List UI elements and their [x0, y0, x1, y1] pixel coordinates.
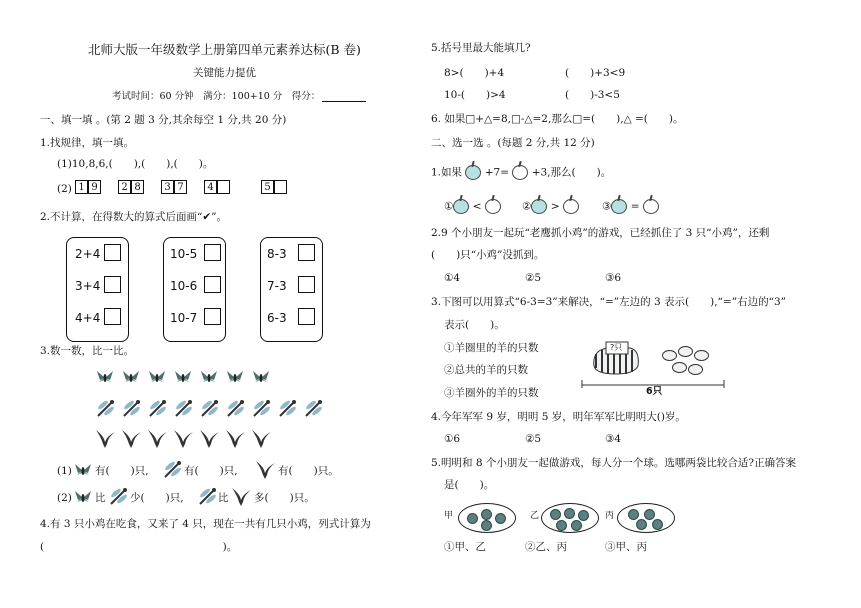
expression: 10-7: [170, 311, 198, 325]
fewer-blank[interactable]: 少( )只,: [130, 492, 184, 504]
question-4: 4.有 3 只小鸡在吃食，又来了 4 只，现在一共有几只小鸡，列式计算为: [40, 518, 371, 530]
choice-option[interactable]: ②总共的羊的只数: [444, 364, 528, 376]
pattern-cell: 1: [75, 180, 88, 194]
question-1-part-1[interactable]: (1)10,8,6,( ),( ),( )。: [57, 158, 214, 170]
pattern-cell: 7: [174, 180, 187, 194]
ball-bag-yi: [541, 503, 599, 533]
dragonfly-icon: [197, 486, 217, 508]
moth-row-icon: [95, 368, 275, 388]
dragonfly-icon: [162, 459, 182, 481]
pattern-cell: 2: [118, 180, 131, 194]
choice-option[interactable]: ③甲、丙: [605, 541, 647, 553]
moth-icon: [73, 461, 93, 481]
question-1: 1.找规律，填一填。: [40, 137, 135, 149]
section-one-heading: 一、填一填 。(第 2 题 3 分,其余每空 1 分,共 20 分): [40, 114, 287, 126]
choice-option[interactable]: ①4: [444, 272, 461, 284]
choice-option[interactable]: ②乙、丙: [525, 541, 567, 553]
sheep-icon: [672, 362, 687, 373]
expression: 7-3: [267, 279, 287, 293]
choice-option-2[interactable]: ② >: [522, 199, 579, 214]
pattern-cell: 8: [131, 180, 144, 194]
section-two-heading: 二、选一选 。(每题 2 分,共 12 分): [431, 137, 595, 149]
question-5: 5.括号里最大能填几?: [431, 42, 531, 54]
page-subtitle: 关键能力提优: [193, 67, 256, 79]
ball-icon: [571, 520, 582, 531]
sheep-icon: [662, 350, 677, 361]
ball-icon: [495, 513, 506, 524]
ball-icon: [481, 520, 492, 531]
expression: 10-5: [170, 247, 198, 261]
check-box[interactable]: [204, 244, 221, 261]
choice-question-1: 1.如果 +7= +3,那么( )。: [431, 166, 612, 179]
compare-word: 比: [218, 492, 229, 504]
ball-icon: [644, 509, 655, 520]
bag-label: 乙: [530, 511, 540, 521]
swallow-icon: [231, 486, 253, 508]
sheep-icon: [678, 346, 693, 357]
choice-question-5-blank[interactable]: 是( )。: [444, 479, 495, 491]
choice-option[interactable]: ①羊圈里的羊的只数: [444, 342, 539, 354]
pattern-cell-blank[interactable]: [217, 180, 230, 194]
more-blank[interactable]: 多( )只。: [254, 492, 315, 504]
ball-icon: [652, 519, 663, 530]
apple-icon: [485, 199, 501, 214]
choice-option[interactable]: ②5: [525, 433, 542, 445]
exam-meta: 考试时间：60 分钟 满分：100+10 分 得分：: [112, 91, 366, 102]
pattern-cell: 4: [204, 180, 217, 194]
fill-blank[interactable]: 10-( )>4: [444, 89, 506, 101]
marked-apple-icon: [453, 199, 469, 214]
marked-apple-icon: [531, 199, 547, 214]
check-box[interactable]: [298, 276, 315, 293]
ball-icon: [636, 519, 647, 530]
swallow-count-blank[interactable]: 有( )只。: [278, 465, 339, 477]
choice-question-2: 2.9 个小朋友一起玩“老鹰抓小鸡”的游戏，已经抓住了 3 只“小鸡”，还剩: [431, 227, 770, 239]
choice-option[interactable]: ①甲、乙: [444, 541, 486, 553]
swallow-icon: [255, 459, 277, 481]
marked-apple-icon: [465, 165, 481, 180]
fill-blank[interactable]: ( )+3<9: [565, 67, 626, 79]
expression: 4+4: [75, 311, 101, 325]
expression: 2+4: [75, 247, 101, 261]
check-box[interactable]: [104, 276, 121, 293]
ball-icon: [550, 509, 561, 520]
question-3-part-2-label: (2): [57, 492, 72, 504]
check-box[interactable]: [204, 308, 221, 325]
ball-bag-jia: [458, 503, 516, 533]
sheep-pen-illustration: [578, 336, 728, 398]
choice-option[interactable]: ③6: [605, 272, 622, 284]
dragonfly-count-blank[interactable]: 有( )只,: [184, 465, 238, 477]
fill-blank[interactable]: ( )-3<5: [565, 89, 620, 101]
choice-option-3[interactable]: ③ =: [602, 199, 659, 214]
expression: 10-6: [170, 279, 198, 293]
check-box[interactable]: [104, 308, 121, 325]
marked-apple-icon: [611, 199, 627, 214]
expression: 3+4: [75, 279, 101, 293]
pen-unknown-label: ?只: [610, 343, 623, 352]
choice-option[interactable]: ③羊圈外的羊的只数: [444, 387, 539, 399]
moth-icon: [73, 488, 93, 508]
question-3-part-1-label: (1): [57, 465, 72, 477]
choice-question-3: 3.下图可以用算式“6-3=3”来解决，“=”左边的 3 表示( ),“=”右边的“3”: [431, 296, 787, 308]
ball-icon: [467, 513, 478, 524]
pattern-cell-blank[interactable]: [274, 180, 287, 194]
moth-count-blank[interactable]: 有( )只,: [95, 465, 149, 477]
ball-bag-bing: [617, 503, 675, 533]
pattern-cell: 9: [88, 180, 101, 194]
choice-option[interactable]: ①6: [444, 433, 461, 445]
apple-icon: [563, 199, 579, 214]
pattern-cell: 3: [161, 180, 174, 194]
sheep-icon: [694, 350, 709, 361]
swallow-row-icon: [95, 428, 295, 450]
apple-icon: [643, 199, 659, 214]
expression: 8-3: [267, 247, 287, 261]
total-sheep-label: 6只: [646, 386, 663, 397]
fill-blank[interactable]: 8>( )+4: [444, 67, 505, 79]
dragonfly-icon: [108, 486, 128, 508]
question-1-part-2-label: (2): [57, 183, 72, 195]
question-3: 3.数一数，比一比。: [40, 345, 135, 357]
score-blank[interactable]: [322, 91, 366, 102]
check-box[interactable]: [204, 276, 221, 293]
apple-icon: [512, 165, 528, 180]
choice-question-2-blank[interactable]: ( )只“小鸡”没抓到。: [431, 249, 545, 261]
ball-icon: [556, 520, 567, 531]
ball-icon: [564, 508, 575, 519]
ball-icon: [628, 509, 639, 520]
compare-word: 比: [95, 492, 106, 504]
check-box[interactable]: [298, 244, 315, 261]
choice-option[interactable]: ②5: [525, 272, 542, 284]
dragonfly-row-icon: [95, 398, 335, 420]
choice-option-1[interactable]: ① <: [444, 199, 501, 214]
choice-question-4[interactable]: 4.今年军军 9 岁，明明 5 岁，明年军军比明明大()岁。: [431, 411, 686, 423]
choice-question-3-blank[interactable]: 表示( )。: [444, 319, 505, 331]
check-box[interactable]: [104, 244, 121, 261]
expression: 6-3: [267, 311, 287, 325]
check-box[interactable]: [298, 308, 315, 325]
question-2: 2.不计算，在得数大的算式后面画“✔”。: [40, 211, 228, 223]
question-4-answer-blank[interactable]: ( )。: [40, 541, 238, 553]
choice-option[interactable]: ③4: [605, 433, 622, 445]
ball-icon: [481, 509, 492, 520]
ball-icon: [578, 510, 589, 521]
page-title: 北师大版一年级数学上册第四单元素养达标(B 卷): [88, 42, 361, 57]
bag-label: 甲: [444, 511, 454, 521]
bag-label: 丙: [605, 511, 615, 521]
choice-question-5: 5.明明和 8 个小朋友一起做游戏，每人分一个球。选哪两袋比较合适?正确答案: [431, 457, 797, 469]
question-6[interactable]: 6. 如果□+△=8,□-△=2,那么□=( ),△ =( )。: [431, 113, 684, 125]
sheep-icon: [688, 364, 703, 375]
pattern-cell: 5: [261, 180, 274, 194]
